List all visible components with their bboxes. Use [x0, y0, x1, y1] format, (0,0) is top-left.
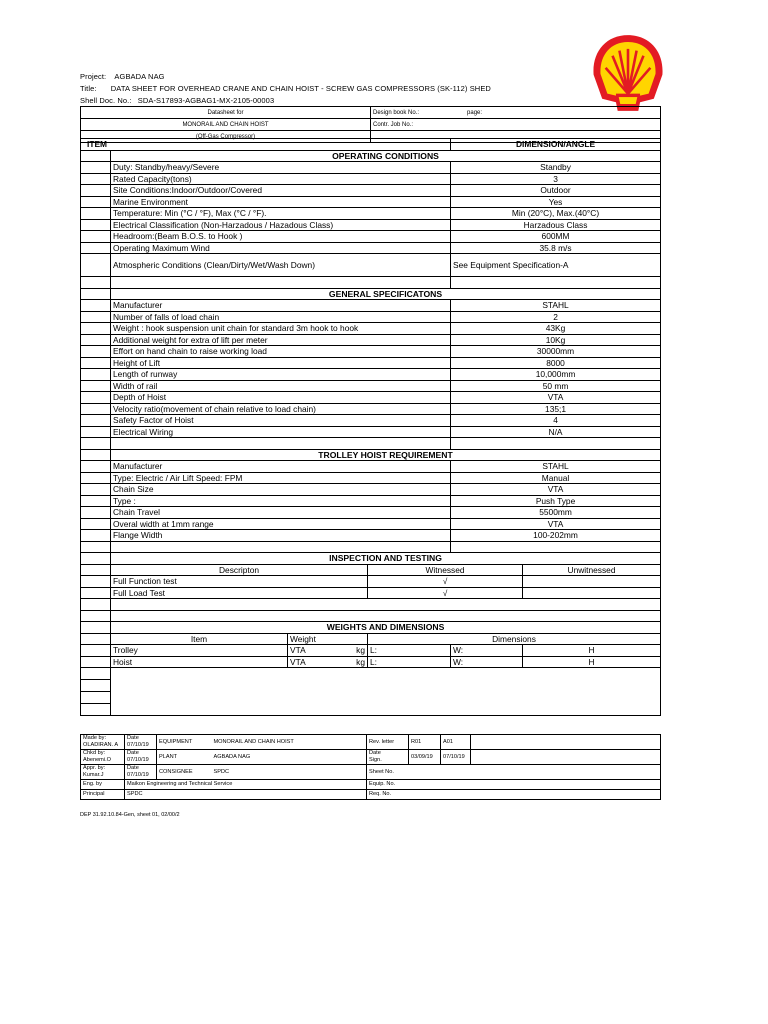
inspection-desc: Full Load Test: [111, 587, 368, 599]
blank-row: [81, 668, 661, 680]
section-title: WEIGHTS AND DIMENSIONS: [111, 622, 661, 634]
weights-weight: VTA kg: [288, 645, 368, 657]
row-label: Rated Capacity(tons): [111, 173, 451, 185]
row-value: 35.8 m/s: [451, 242, 661, 254]
table-row: [81, 185, 661, 197]
weights-row: [81, 645, 661, 657]
footer-table: [80, 734, 661, 800]
row-label: Length of runway: [111, 369, 451, 381]
contr-job: Contr. Job No.:: [371, 119, 661, 131]
row-label: Atmospheric Conditions (Clean/Dirty/Wet/Wash Down): [111, 254, 451, 277]
blank-row: [81, 438, 661, 450]
table-row: [81, 357, 661, 369]
table-row: [81, 380, 661, 392]
row-value: STAHL: [451, 461, 661, 473]
row-label: Velocity ratio(movement of chain relative to load chain): [111, 403, 451, 415]
row-value: 5500mm: [451, 507, 661, 519]
appr-by-cell: Appr. by: Kumar.J: [81, 765, 125, 780]
trolley-section: [81, 449, 661, 461]
row-label: Weight : hook suspension unit chain for standard 3m hook to hook: [111, 323, 451, 335]
chkd-date-cell: Date 07/10/19: [125, 750, 157, 765]
consignee-value: SPDC: [212, 765, 367, 780]
item-col-header: Item: [111, 633, 288, 645]
witnessed-header: Witnessed: [368, 564, 523, 576]
row-value: 10,000mm: [451, 369, 661, 381]
column-header: [81, 139, 661, 151]
dep-note: DEP 31.92.10.84-Gen, sheet 01, 02/00/2: [80, 812, 180, 818]
row-value: Yes: [451, 196, 661, 208]
doc-line: [80, 96, 274, 105]
row-label: Height of Lift: [111, 357, 451, 369]
rev-a01: A01: [441, 735, 471, 750]
row-label: Overal width at 1mm range: [111, 518, 451, 530]
row-value: 43Kg: [451, 323, 661, 335]
project-value: AGBADA NAG: [114, 72, 165, 81]
row-value: STAHL: [451, 300, 661, 312]
principal-label: Principal: [81, 790, 125, 800]
row-value: Harzadous Class: [451, 219, 661, 231]
doc-label: Shell Doc. No.:: [80, 96, 132, 105]
row-value: 30000mm: [451, 346, 661, 358]
row-label: Number of falls of load chain: [111, 311, 451, 323]
general-section: [81, 288, 661, 300]
inspection-witnessed: √: [368, 587, 523, 599]
table-row: [81, 530, 661, 542]
inspection-header: [81, 564, 661, 576]
project-label: Project:: [80, 72, 107, 81]
row-label: Type: Electric / Air Lift Speed: FPM: [111, 472, 451, 484]
row-label: Site Conditions:Indoor/Outdoor/Covered: [111, 185, 451, 197]
blank-row: [81, 277, 661, 289]
blank-row: [81, 599, 661, 611]
section-title: TROLLEY HOIST REQUIREMENT: [111, 449, 661, 461]
table-row: [81, 495, 661, 507]
subtitle: (Off-Gas Compressor): [81, 131, 371, 143]
weights-header: [81, 633, 661, 645]
row-label: Operating Maximum Wind: [111, 242, 451, 254]
weights-row: [81, 656, 661, 668]
table-row: [81, 173, 661, 185]
inspection-row: [81, 576, 661, 588]
table-row: [81, 242, 661, 254]
table-row: [81, 518, 661, 530]
table-row: [81, 392, 661, 404]
row-value: 2: [451, 311, 661, 323]
equip-no: Equip. No.: [367, 780, 661, 790]
inspection-row: [81, 587, 661, 599]
table-row: [81, 219, 661, 231]
dim-h: H: [523, 656, 661, 668]
weights-item: Trolley: [111, 645, 288, 657]
inspection-section: [81, 553, 661, 565]
table-row: [81, 162, 661, 174]
section-title: INSPECTION AND TESTING: [111, 553, 661, 565]
principal-value: SPDC: [125, 790, 367, 800]
row-value: VTA: [451, 484, 661, 496]
row-value: 50 mm: [451, 380, 661, 392]
row-value: Standby: [451, 162, 661, 174]
row-label: Manufacturer: [111, 461, 451, 473]
table-row: [81, 507, 661, 519]
consignee-label: CONSIGNEE: [157, 765, 212, 780]
eng-by-value: Maikon Engineering and Technical Service: [125, 780, 367, 790]
row-label: Width of rail: [111, 380, 451, 392]
equipment-value: MONORAIL AND CHAIN HOIST: [212, 735, 367, 750]
row-label: Safety Factor of Hoist: [111, 415, 451, 427]
table-row: [81, 484, 661, 496]
appr-date-cell: Date 07/10/19: [125, 765, 157, 780]
shell-logo: [585, 30, 671, 116]
weights-item: Hoist: [111, 656, 288, 668]
row-label: Depth of Hoist: [111, 392, 451, 404]
section-title: GENERAL SPECIFICATONS: [111, 288, 661, 300]
row-label: Marine Environment: [111, 196, 451, 208]
row-label: Flange Width: [111, 530, 451, 542]
table-row: [81, 311, 661, 323]
row-value: VTA: [451, 392, 661, 404]
row-label: Electrical Classification (Non-Harzadous / Hazadous Class): [111, 219, 451, 231]
table-row: [81, 196, 661, 208]
row-label: Effort on hand chain to raise working load: [111, 346, 451, 358]
section-title: OPERATING CONDITIONS: [111, 150, 661, 162]
dim-w: W:: [451, 645, 523, 657]
operating-section: [81, 150, 661, 162]
main-table: [80, 138, 661, 716]
table-row: [81, 369, 661, 381]
project-line: [80, 72, 165, 81]
row-value: 100-202mm: [451, 530, 661, 542]
row-value: Push Type: [451, 495, 661, 507]
title-label: Title:: [80, 84, 97, 93]
title-line: [80, 84, 491, 93]
dim-w: W:: [451, 656, 523, 668]
subject: MONORAIL AND CHAIN HOIST: [81, 119, 371, 131]
dim-h: H: [523, 645, 661, 657]
desc-header: Descripton: [111, 564, 368, 576]
weights-section: [81, 622, 661, 634]
row-label: Temperature: Min (°C / °F), Max (°C / °F).: [111, 208, 451, 220]
unwitnessed-header: Unwitnessed: [523, 564, 661, 576]
row-value: 4: [451, 415, 661, 427]
rev-letter: Rev. letter: [367, 735, 409, 750]
row-value: 135;1: [451, 403, 661, 415]
sheet-no: Sheet No.: [367, 765, 661, 780]
table-row: [81, 334, 661, 346]
dims-col-header: Dimensions: [368, 633, 661, 645]
row-value: 600MM: [451, 231, 661, 243]
item-header: ITEM: [81, 139, 451, 151]
datasheet-for: Datasheet for: [81, 107, 371, 119]
row-label: Chain Size: [111, 484, 451, 496]
rev-date-label: Date Sign.: [367, 750, 409, 765]
table-row: [81, 472, 661, 484]
row-label: Type :: [111, 495, 451, 507]
table-row: [81, 461, 661, 473]
dim-l: L:: [368, 645, 451, 657]
dim-l: L:: [368, 656, 451, 668]
table-row: [81, 300, 661, 312]
row-label: Manufacturer: [111, 300, 451, 312]
row-label: Electrical Wiring: [111, 426, 451, 438]
eng-by-label: Eng. by: [81, 780, 125, 790]
inspection-desc: Full Function test: [111, 576, 368, 588]
row-value: See Equipment Specification-A: [451, 254, 661, 277]
req-no: Req. No.: [367, 790, 661, 800]
rev-date-2: 07/10/19: [441, 750, 471, 765]
rev-r01: R01: [409, 735, 441, 750]
weights-weight: VTA kg: [288, 656, 368, 668]
blank-row: [81, 610, 661, 622]
made-date-cell: Date 07/10/19: [125, 735, 157, 750]
blank-row: [81, 541, 661, 553]
row-value: Min (20°C), Max.(40°C): [451, 208, 661, 220]
row-value: VTA: [451, 518, 661, 530]
weight-col-header: Weight: [288, 633, 368, 645]
table-row: [81, 231, 661, 243]
row-value: 3: [451, 173, 661, 185]
title-value: DATA SHEET FOR OVERHEAD CRANE AND CHAIN HOIST - SCREW GAS COMPRESSORS (SK-112) SHED: [110, 84, 491, 93]
table-row: [81, 346, 661, 358]
inspection-witnessed: √: [368, 576, 523, 588]
plant-label: PLANT: [157, 750, 212, 765]
row-label: Chain Travel: [111, 507, 451, 519]
table-row: [81, 415, 661, 427]
atmos-row: [81, 254, 661, 277]
row-label: Duty: Standby/heavy/Severe: [111, 162, 451, 174]
rev-date-1: 03/09/19: [409, 750, 441, 765]
row-label: Additional weight for extra of lift per meter: [111, 334, 451, 346]
design-book-cell: Design book No.: page:: [371, 107, 661, 119]
row-value: Manual: [451, 472, 661, 484]
row-value: Outdoor: [451, 185, 661, 197]
dimension-header: DIMENSION/ANGLE: [451, 139, 661, 151]
table-row: [81, 403, 661, 415]
equipment-label: EQUIPMENT: [157, 735, 212, 750]
row-label: Headroom:(Beam B.O.S. to Hook ): [111, 231, 451, 243]
row-value: 8000: [451, 357, 661, 369]
row-value: 10Kg: [451, 334, 661, 346]
table-row: [81, 426, 661, 438]
row-value: N/A: [451, 426, 661, 438]
chkd-by-cell: Chkd by: Abenemi.O: [81, 750, 125, 765]
doc-number: SDA-S17893-AGBAG1-MX-2105-00003: [137, 96, 275, 105]
made-by-cell: Made by: OLADIRAN. A: [81, 735, 125, 750]
table-row: [81, 323, 661, 335]
table-row: [81, 208, 661, 220]
plant-value: AGBADA NAG: [212, 750, 367, 765]
